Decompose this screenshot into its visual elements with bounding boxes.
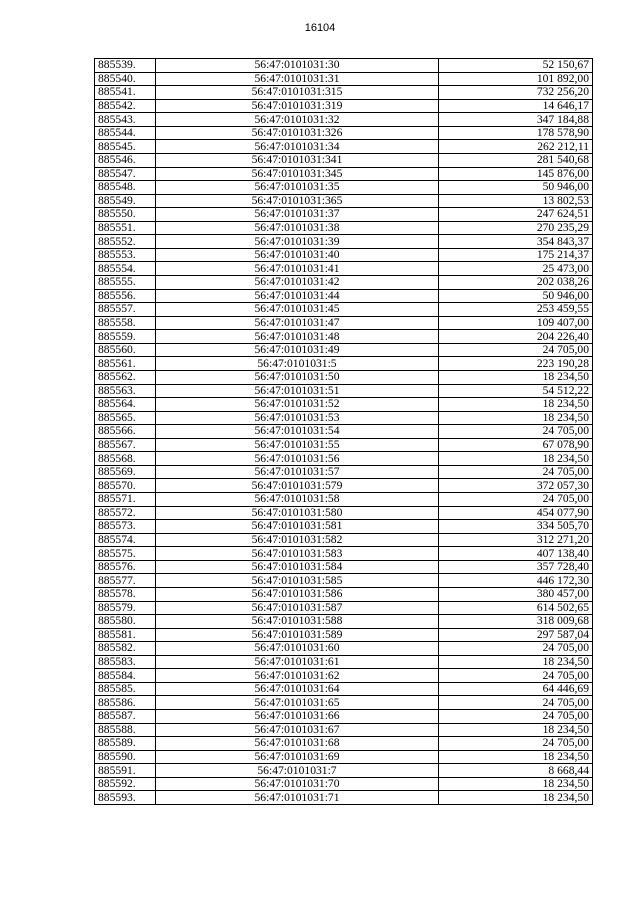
row-number-cell: 885558. xyxy=(95,316,156,330)
row-number-cell: 885576. xyxy=(95,560,156,574)
row-number-cell: 885567. xyxy=(95,438,156,452)
table-row xyxy=(95,248,593,262)
row-number-cell: 885589. xyxy=(95,737,156,751)
cadastral-value-cell: 24 705,00 xyxy=(439,493,593,507)
row-number-cell: 885557. xyxy=(95,303,156,317)
cadastral-value-cell: 334 505,70 xyxy=(439,520,593,534)
cadastral-number-cell: 56:47:0101031:70 xyxy=(156,777,439,791)
table-row xyxy=(95,547,593,561)
table-row xyxy=(95,628,593,642)
cadastral-number-cell: 56:47:0101031:44 xyxy=(156,289,439,303)
cadastral-value-cell: 18 234,50 xyxy=(439,452,593,466)
cadastral-value-table xyxy=(94,58,593,805)
cadastral-number-cell: 56:47:0101031:54 xyxy=(156,425,439,439)
cadastral-value-cell: 24 705,00 xyxy=(439,737,593,751)
cadastral-number-cell: 56:47:0101031:588 xyxy=(156,615,439,629)
cadastral-value-cell: 223 190,28 xyxy=(439,357,593,371)
cadastral-number-cell: 56:47:0101031:365 xyxy=(156,194,439,208)
row-number-cell: 885591. xyxy=(95,764,156,778)
row-number-cell: 885564. xyxy=(95,398,156,412)
row-number-cell: 885566. xyxy=(95,425,156,439)
table-row xyxy=(95,587,593,601)
cadastral-number-cell: 56:47:0101031:50 xyxy=(156,370,439,384)
row-number-cell: 885583. xyxy=(95,655,156,669)
row-number-cell: 885547. xyxy=(95,167,156,181)
row-number-cell: 885580. xyxy=(95,615,156,629)
cadastral-value-cell: 109 407,00 xyxy=(439,316,593,330)
row-number-cell: 885541. xyxy=(95,86,156,100)
row-number-cell: 885553. xyxy=(95,248,156,262)
table-row xyxy=(95,574,593,588)
table-row xyxy=(95,208,593,222)
cadastral-number-cell: 56:47:0101031:60 xyxy=(156,642,439,656)
cadastral-number-cell: 56:47:0101031:69 xyxy=(156,750,439,764)
cadastral-value-cell: 145 876,00 xyxy=(439,167,593,181)
cadastral-number-cell: 56:47:0101031:68 xyxy=(156,737,439,751)
cadastral-number-cell: 56:47:0101031:52 xyxy=(156,398,439,412)
row-number-cell: 885588. xyxy=(95,723,156,737)
row-number-cell: 885549. xyxy=(95,194,156,208)
row-number-cell: 885555. xyxy=(95,276,156,290)
cadastral-value-cell: 312 271,20 xyxy=(439,533,593,547)
cadastral-number-cell: 56:47:0101031:71 xyxy=(156,791,439,805)
table-row xyxy=(95,438,593,452)
cadastral-value-cell: 281 540,68 xyxy=(439,153,593,167)
cadastral-value-cell: 262 212,11 xyxy=(439,140,593,154)
row-number-cell: 885587. xyxy=(95,710,156,724)
cadastral-value-cell: 347 184,88 xyxy=(439,113,593,127)
cadastral-value-cell: 18 234,50 xyxy=(439,777,593,791)
cadastral-value-cell: 24 705,00 xyxy=(439,465,593,479)
cadastral-number-cell: 56:47:0101031:39 xyxy=(156,235,439,249)
row-number-cell: 885548. xyxy=(95,181,156,195)
table-row xyxy=(95,289,593,303)
cadastral-number-cell: 56:47:0101031:48 xyxy=(156,330,439,344)
cadastral-number-cell: 56:47:0101031:584 xyxy=(156,560,439,574)
table-row xyxy=(95,194,593,208)
cadastral-number-cell: 56:47:0101031:589 xyxy=(156,628,439,642)
cadastral-value-cell: 732 256,20 xyxy=(439,86,593,100)
cadastral-number-cell: 56:47:0101031:47 xyxy=(156,316,439,330)
cadastral-value-cell: 24 705,00 xyxy=(439,696,593,710)
cadastral-value-cell: 24 705,00 xyxy=(439,710,593,724)
row-number-cell: 885569. xyxy=(95,465,156,479)
row-number-cell: 885578. xyxy=(95,587,156,601)
cadastral-value-cell: 52 150,67 xyxy=(439,59,593,73)
cadastral-number-cell: 56:47:0101031:31 xyxy=(156,72,439,86)
table-row xyxy=(95,655,593,669)
cadastral-number-cell: 56:47:0101031:341 xyxy=(156,153,439,167)
table-row xyxy=(95,235,593,249)
cadastral-value-cell: 24 705,00 xyxy=(439,425,593,439)
cadastral-value-cell: 24 705,00 xyxy=(439,642,593,656)
table-row xyxy=(95,276,593,290)
cadastral-number-cell: 56:47:0101031:581 xyxy=(156,520,439,534)
table-row xyxy=(95,764,593,778)
row-number-cell: 885568. xyxy=(95,452,156,466)
row-number-cell: 885586. xyxy=(95,696,156,710)
table-row xyxy=(95,615,593,629)
cadastral-number-cell: 56:47:0101031:315 xyxy=(156,86,439,100)
cadastral-number-cell: 56:47:0101031:579 xyxy=(156,479,439,493)
cadastral-value-cell: 8 668,44 xyxy=(439,764,593,778)
cadastral-number-cell: 56:47:0101031:582 xyxy=(156,533,439,547)
table-row xyxy=(95,669,593,683)
table-row xyxy=(95,452,593,466)
cadastral-value-cell: 25 473,00 xyxy=(439,262,593,276)
table-row xyxy=(95,493,593,507)
cadastral-number-cell: 56:47:0101031:587 xyxy=(156,601,439,615)
row-number-cell: 885550. xyxy=(95,208,156,222)
row-number-cell: 885554. xyxy=(95,262,156,276)
row-number-cell: 885577. xyxy=(95,574,156,588)
cadastral-number-cell: 56:47:0101031:66 xyxy=(156,710,439,724)
cadastral-value-cell: 18 234,50 xyxy=(439,723,593,737)
cadastral-number-cell: 56:47:0101031:65 xyxy=(156,696,439,710)
table-row xyxy=(95,167,593,181)
cadastral-value-cell: 50 946,00 xyxy=(439,181,593,195)
cadastral-value-cell: 202 038,26 xyxy=(439,276,593,290)
table-row xyxy=(95,737,593,751)
table-row xyxy=(95,221,593,235)
row-number-cell: 885544. xyxy=(95,126,156,140)
cadastral-value-cell: 24 705,00 xyxy=(439,669,593,683)
table-row xyxy=(95,682,593,696)
row-number-cell: 885545. xyxy=(95,140,156,154)
cadastral-number-cell: 56:47:0101031:5 xyxy=(156,357,439,371)
table-body xyxy=(95,59,593,805)
table-row xyxy=(95,642,593,656)
cadastral-value-cell: 24 705,00 xyxy=(439,343,593,357)
cadastral-number-cell: 56:47:0101031:41 xyxy=(156,262,439,276)
cadastral-number-cell: 56:47:0101031:35 xyxy=(156,181,439,195)
cadastral-number-cell: 56:47:0101031:326 xyxy=(156,126,439,140)
table-row xyxy=(95,303,593,317)
cadastral-value-cell: 318 009,68 xyxy=(439,615,593,629)
table-row xyxy=(95,777,593,791)
cadastral-number-cell: 56:47:0101031:38 xyxy=(156,221,439,235)
page-number: 16104 xyxy=(304,22,336,34)
table-row xyxy=(95,384,593,398)
row-number-cell: 885581. xyxy=(95,628,156,642)
cadastral-value-cell: 380 457,00 xyxy=(439,587,593,601)
row-number-cell: 885590. xyxy=(95,750,156,764)
table-row xyxy=(95,723,593,737)
cadastral-number-cell: 56:47:0101031:7 xyxy=(156,764,439,778)
row-number-cell: 885562. xyxy=(95,370,156,384)
cadastral-value-cell: 18 234,50 xyxy=(439,398,593,412)
table-row xyxy=(95,72,593,86)
cadastral-value-cell: 253 459,55 xyxy=(439,303,593,317)
row-number-cell: 885551. xyxy=(95,221,156,235)
row-number-cell: 885542. xyxy=(95,99,156,113)
cadastral-value-cell: 14 646,17 xyxy=(439,99,593,113)
cadastral-value-cell: 18 234,50 xyxy=(439,791,593,805)
row-number-cell: 885593. xyxy=(95,791,156,805)
cadastral-value-cell: 297 587,04 xyxy=(439,628,593,642)
row-number-cell: 885571. xyxy=(95,493,156,507)
cadastral-value-cell: 18 234,50 xyxy=(439,411,593,425)
cadastral-value-cell: 454 077,90 xyxy=(439,506,593,520)
cadastral-number-cell: 56:47:0101031:51 xyxy=(156,384,439,398)
table-row xyxy=(95,262,593,276)
cadastral-value-cell: 18 234,50 xyxy=(439,370,593,384)
cadastral-number-cell: 56:47:0101031:319 xyxy=(156,99,439,113)
row-number-cell: 885546. xyxy=(95,153,156,167)
table-row xyxy=(95,533,593,547)
row-number-cell: 885575. xyxy=(95,547,156,561)
table-row xyxy=(95,153,593,167)
cadastral-value-cell: 204 226,40 xyxy=(439,330,593,344)
cadastral-number-cell: 56:47:0101031:345 xyxy=(156,167,439,181)
table-row xyxy=(95,425,593,439)
table-row xyxy=(95,465,593,479)
table-row xyxy=(95,791,593,805)
cadastral-number-cell: 56:47:0101031:49 xyxy=(156,343,439,357)
table-row xyxy=(95,316,593,330)
table-row xyxy=(95,398,593,412)
table-row xyxy=(95,86,593,100)
cadastral-number-cell: 56:47:0101031:67 xyxy=(156,723,439,737)
row-number-cell: 885540. xyxy=(95,72,156,86)
table-row xyxy=(95,696,593,710)
cadastral-number-cell: 56:47:0101031:580 xyxy=(156,506,439,520)
row-number-cell: 885573. xyxy=(95,520,156,534)
cadastral-value-cell: 13 802,53 xyxy=(439,194,593,208)
cadastral-value-cell: 614 502,65 xyxy=(439,601,593,615)
row-number-cell: 885561. xyxy=(95,357,156,371)
row-number-cell: 885585. xyxy=(95,682,156,696)
cadastral-number-cell: 56:47:0101031:37 xyxy=(156,208,439,222)
cadastral-number-cell: 56:47:0101031:56 xyxy=(156,452,439,466)
cadastral-value-cell: 18 234,50 xyxy=(439,655,593,669)
cadastral-number-cell: 56:47:0101031:34 xyxy=(156,140,439,154)
row-number-cell: 885565. xyxy=(95,411,156,425)
cadastral-value-cell: 67 078,90 xyxy=(439,438,593,452)
cadastral-number-cell: 56:47:0101031:30 xyxy=(156,59,439,73)
table-row xyxy=(95,330,593,344)
table-row xyxy=(95,357,593,371)
row-number-cell: 885574. xyxy=(95,533,156,547)
row-number-cell: 885539. xyxy=(95,59,156,73)
cadastral-value-cell: 407 138,40 xyxy=(439,547,593,561)
row-number-cell: 885592. xyxy=(95,777,156,791)
cadastral-number-cell: 56:47:0101031:586 xyxy=(156,587,439,601)
cadastral-value-cell: 354 843,37 xyxy=(439,235,593,249)
row-number-cell: 885560. xyxy=(95,343,156,357)
table-row xyxy=(95,710,593,724)
cadastral-value-cell: 175 214,37 xyxy=(439,248,593,262)
table-row xyxy=(95,370,593,384)
cadastral-value-cell: 54 512,22 xyxy=(439,384,593,398)
cadastral-value-cell: 50 946,00 xyxy=(439,289,593,303)
cadastral-number-cell: 56:47:0101031:61 xyxy=(156,655,439,669)
table-row xyxy=(95,506,593,520)
cadastral-number-cell: 56:47:0101031:45 xyxy=(156,303,439,317)
cadastral-number-cell: 56:47:0101031:55 xyxy=(156,438,439,452)
cadastral-value-cell: 446 172,30 xyxy=(439,574,593,588)
cadastral-value-cell: 64 446,69 xyxy=(439,682,593,696)
cadastral-value-cell: 270 235,29 xyxy=(439,221,593,235)
cadastral-number-cell: 56:47:0101031:40 xyxy=(156,248,439,262)
row-number-cell: 885563. xyxy=(95,384,156,398)
table-row xyxy=(95,59,593,73)
cadastral-value-cell: 178 578,90 xyxy=(439,126,593,140)
cadastral-value-cell: 101 892,00 xyxy=(439,72,593,86)
row-number-cell: 885543. xyxy=(95,113,156,127)
table-row xyxy=(95,520,593,534)
table-row xyxy=(95,479,593,493)
table-row xyxy=(95,601,593,615)
cadastral-number-cell: 56:47:0101031:585 xyxy=(156,574,439,588)
row-number-cell: 885579. xyxy=(95,601,156,615)
cadastral-value-cell: 247 624,51 xyxy=(439,208,593,222)
row-number-cell: 885582. xyxy=(95,642,156,656)
cadastral-number-cell: 56:47:0101031:53 xyxy=(156,411,439,425)
table-row xyxy=(95,113,593,127)
table-row xyxy=(95,140,593,154)
cadastral-number-cell: 56:47:0101031:57 xyxy=(156,465,439,479)
row-number-cell: 885559. xyxy=(95,330,156,344)
cadastral-number-cell: 56:47:0101031:583 xyxy=(156,547,439,561)
cadastral-number-cell: 56:47:0101031:62 xyxy=(156,669,439,683)
table-row xyxy=(95,181,593,195)
row-number-cell: 885552. xyxy=(95,235,156,249)
cadastral-number-cell: 56:47:0101031:58 xyxy=(156,493,439,507)
cadastral-value-cell: 18 234,50 xyxy=(439,750,593,764)
cadastral-value-cell: 357 728,40 xyxy=(439,560,593,574)
cadastral-number-cell: 56:47:0101031:64 xyxy=(156,682,439,696)
table-row xyxy=(95,411,593,425)
table-row xyxy=(95,99,593,113)
cadastral-value-cell: 372 057,30 xyxy=(439,479,593,493)
table-row xyxy=(95,560,593,574)
row-number-cell: 885570. xyxy=(95,479,156,493)
table-row xyxy=(95,750,593,764)
table-row xyxy=(95,126,593,140)
cadastral-number-cell: 56:47:0101031:42 xyxy=(156,276,439,290)
cadastral-number-cell: 56:47:0101031:32 xyxy=(156,113,439,127)
row-number-cell: 885584. xyxy=(95,669,156,683)
table-row xyxy=(95,343,593,357)
row-number-cell: 885572. xyxy=(95,506,156,520)
row-number-cell: 885556. xyxy=(95,289,156,303)
